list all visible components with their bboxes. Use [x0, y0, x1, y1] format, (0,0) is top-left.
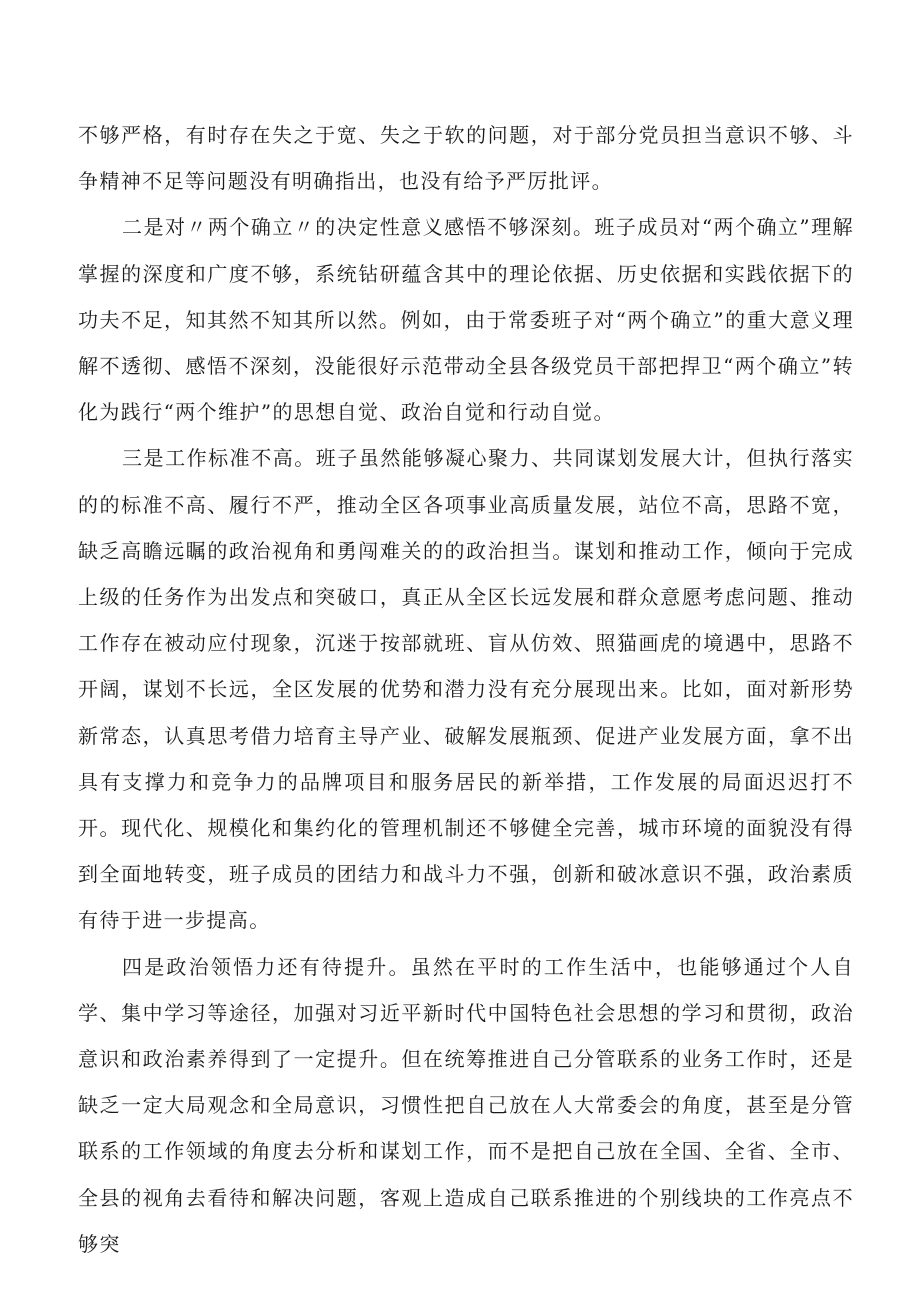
paragraph-continuation: 不够严格，有时存在失之于宽、失之于软的问题，对于部分党员担当意识不够、斗争精神不足等问题没有明确指出，也没有给予严厉批评。: [78, 123, 854, 194]
document-body: [78, 112, 854, 1267]
paragraph-work-standard: 三是工作标准不高。班子虽然能够凝心聚力、共同谋划发展大计，但执行落实的的标准不高、履行不严，推动全区各项事业高质量发展，站位不高，思路不宽，缺乏高瞻远瞩的政治视角和勇闯难关的的政治担当。谋划和推动工作，倾向于完成上级的任务作为出发点和突破口，真正从全区长远发展和群众意愿考虑问题、推动工作存在被动应付现象，沉迷于按部就班、盲从仿效、照猫画虎的境遇中，思路不开阔，谋划不长远，全区发展的优势和潜力没有充分展现出来。比如，面对新形势新常态，认真思考借力培育主导产业、破解发展瓶颈、促进产业发展方面，拿不出具有支撑力和竞争力的品牌项目和服务居民的新举措，工作发展的局面迟迟打不开。现代化、规模化和集约化的管理机制还不够健全完善，城市环境的面貌没有得到全面地转变，班子成员的团结力和战斗力不强，创新和破冰意识不强，政治素质有待于进一步提高。: [78, 446, 854, 933]
paragraph-political-insight: 四是政治领悟力还有待提升。虽然在平时的工作生活中，也能够通过个人自学、集中学习等途径，加强对习近平新时代中国特色社会思想的学习和贯彻，政治意识和政治素养得到了一定提升。但在统筹推进自己分管联系的业务工作时，还是缺乏一定大局观念和全局意识，习惯性把自己放在人大常委会的角度，甚至是分管联系的工作领域的角度去分析和谋划工作，而不是把自己放在全国、全省、全市、全县的视角去看待和解决问题，客观上造成自己联系推进的个别线块的工作亮点不够突: [78, 954, 854, 1256]
paragraph-two-establishments: 二是对〃两个确立〃的决定性意义感悟不够深刻。班子成员对“两个确立”理解掌握的深度和广度不够，系统钻研蕴含其中的理论依据、历史依据和实践依据下的功夫不足，知其然不知其所以然。例如，由于常委班子对“两个确立”的重大意义理解不透彻、感悟不深刻，没能很好示范带动全县各级党员干部把捍卫“两个确立”转化为践行“两个维护”的思想自觉、政治自觉和行动自觉。: [78, 215, 854, 425]
